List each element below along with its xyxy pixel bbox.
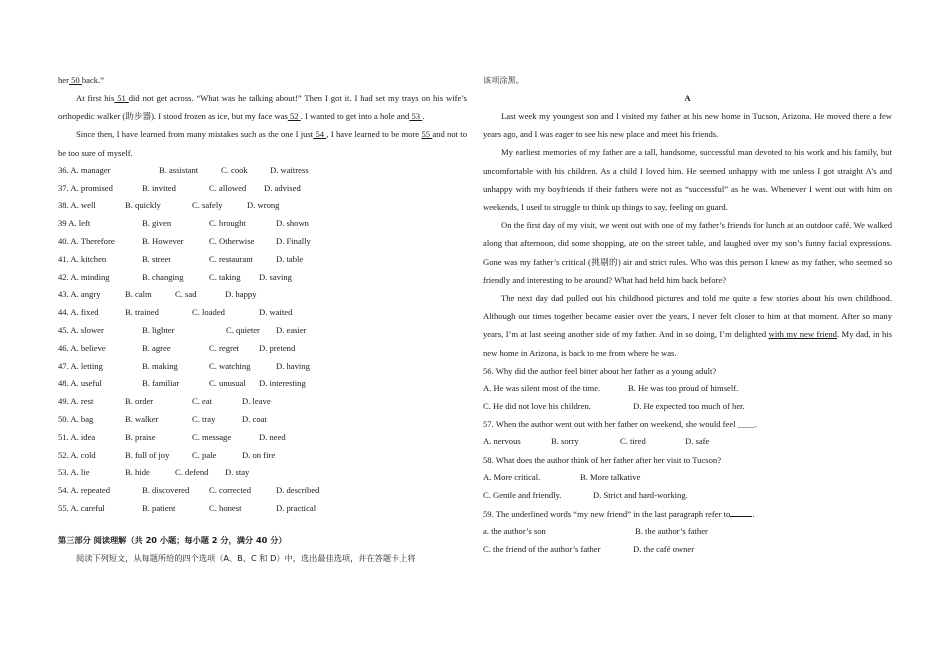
text: .: [422, 111, 425, 122]
option: D. waited: [259, 307, 293, 318]
option: C. restaurant: [209, 253, 253, 264]
option: 41. A. kitchen: [58, 253, 107, 264]
option: B. discovered: [142, 485, 190, 496]
text: At first his: [76, 93, 115, 103]
option: C. quieter: [226, 324, 260, 335]
option: C. safely: [192, 200, 223, 211]
q56-options-row-1: [483, 380, 892, 398]
option: C. honest: [209, 502, 242, 513]
option: B. trained: [125, 307, 159, 318]
option: D. safe: [685, 436, 710, 447]
option: C. message: [192, 431, 232, 442]
passage-paragraph-1: Last week my youngest son and I visited my father at his new home in Tucson, Arizona. He moved there a few years ago, and I was eager to see his new place and meet his friends.: [483, 111, 892, 140]
cloze-option-row: [58, 215, 467, 233]
option: 44. A. fixed: [58, 307, 99, 318]
option: B. street: [142, 253, 171, 264]
option: C. corrected: [209, 485, 251, 496]
q58-options-row-2: [483, 487, 892, 505]
option: C. eat: [192, 396, 213, 407]
text: hole and: [379, 111, 410, 122]
option: D. stay: [225, 467, 250, 478]
text: The next day dad pulled out his childhood pictures and told me quite a few stories about his own childhood. Although our times together became easier over the years, I never felt closer to him at that moment. After so many years, I’m at last seeing another side of my father. And in so doing, I’m delighted: [483, 293, 892, 340]
option: 40. A. Therefore: [58, 236, 115, 246]
cloze-paragraph-2: [58, 89, 467, 125]
passage-paragraph-3: On the first day of my visit, we went out with one of my father’s friends for lunch at an outdoor café. We walked along that afternoon, did some shopping, ate on the street table, and laughed over my son’s funny facial expressions. Gone was my father’s critical (挑剔的) air and strict rules. Who was this person I knew as my father, who seemed so friendly and interesting to be around? What had held him back before?: [483, 220, 892, 285]
answer-blank: [730, 507, 755, 519]
cloze-option-row: [58, 500, 467, 518]
option: B. full of joy: [125, 449, 170, 460]
option: C. taking: [209, 271, 241, 282]
cloze-options-list: [58, 162, 467, 518]
option: B. More talkative: [580, 472, 641, 483]
option: 38. A. well: [58, 200, 96, 211]
cloze-option-row: [58, 162, 467, 180]
text: , I have learned to be more: [326, 129, 420, 140]
option: B. patient: [142, 502, 176, 513]
option: A. nervous: [483, 436, 521, 447]
option: 43. A. angry: [58, 289, 101, 300]
cloze-option-row: [58, 322, 467, 340]
option: D. waitress: [270, 164, 309, 175]
option: C. cook: [221, 164, 248, 175]
option: 47. A. letting: [58, 360, 103, 371]
left-column: [58, 71, 467, 567]
option: 54. A. repeated: [58, 485, 111, 496]
text: . I wanted to get into a: [300, 111, 378, 122]
option: 50. A. bag: [58, 413, 94, 424]
option: D. leave: [242, 396, 271, 407]
option: D. shown: [276, 218, 309, 229]
option: B. However: [142, 236, 184, 246]
option: D. the café owner: [633, 543, 695, 554]
cloze-option-row: [58, 429, 467, 447]
option: B. familiar: [142, 378, 180, 389]
cloze-option-row: [58, 180, 467, 198]
option: B. praise: [125, 431, 156, 442]
option: B. hide: [125, 467, 150, 478]
option: D. He expected too much of her.: [633, 400, 745, 411]
text: . My dad, in his new home in Arizona, is back to me from where he was.: [483, 329, 892, 358]
text: her: [58, 75, 69, 85]
text: and not to be too sure of myself.: [58, 129, 467, 158]
option: C. Otherwise: [209, 236, 255, 246]
blank-50: 50: [68, 75, 82, 85]
option: 39 A. left: [58, 218, 91, 229]
cloze-option-row: [58, 464, 467, 482]
option: B. the author’s father: [635, 525, 708, 536]
cloze-option-row: [58, 393, 467, 411]
cloze-option-row: [58, 482, 467, 500]
option: B. order: [125, 396, 154, 407]
underlined-phrase: with my new friend: [768, 329, 837, 340]
option: C. He did not love his children.: [483, 400, 591, 411]
option: D. saving: [259, 271, 292, 282]
cloze-option-row: [58, 251, 467, 269]
text: .: [752, 508, 755, 519]
option: D. having: [276, 360, 310, 371]
option: D. need: [259, 431, 286, 442]
option: B. assistant: [159, 164, 199, 175]
question-59: [483, 505, 892, 523]
option: 52. A. cold: [58, 449, 96, 460]
option: D. practical: [276, 502, 317, 513]
option: 45. A. slower: [58, 324, 104, 335]
cloze-option-row: [58, 447, 467, 465]
passage-title: A: [684, 93, 691, 103]
option: 48. A. useful: [58, 378, 102, 389]
option: B. calm: [125, 289, 152, 300]
q57-options: [483, 433, 892, 451]
cloze-option-row: [58, 340, 467, 358]
option: D. pretend: [259, 342, 296, 353]
question-56: 56. Why did the author feel bitter about her father as a young adult?: [483, 365, 717, 376]
blank-52: 52: [287, 111, 301, 122]
option: B. agree: [142, 342, 171, 353]
text: Since then, I have learned from many mistakes such as the one I just: [76, 129, 314, 140]
blank-55: 55: [421, 129, 433, 140]
option: D. advised: [264, 182, 301, 193]
option: D. Strict and hard-working.: [593, 490, 688, 501]
blank-54: 54: [313, 129, 327, 140]
text: 59. The underlined words “my new friend” in the last paragraph refer to: [483, 508, 731, 519]
passage-paragraph-4: [483, 289, 892, 362]
cloze-option-row: [58, 358, 467, 376]
question-58: 58. What does the author think of her father after her visit to Tucson?: [483, 455, 722, 466]
text: his wife’s orthopedic walker (助步器). I stood frozen as ice, but my face was: [58, 93, 467, 122]
section-instruction: 阅读下列短文，从每题所给的四个选项（A、B、C 和 D）中，选出最佳选项，并在答题卡上将: [76, 552, 416, 563]
cloze-line-1: [58, 71, 467, 89]
option: C. allowed: [209, 182, 247, 193]
option: D. easier: [276, 324, 307, 335]
right-column: [483, 71, 892, 558]
option: C. loaded: [192, 307, 225, 318]
option: 42. A. minding: [58, 271, 110, 282]
q59-options-row-1: [483, 523, 892, 541]
option: D. Finally: [276, 236, 311, 246]
question-57: 57. When the author went out with her father on weekend, she would feel ____.: [483, 419, 758, 430]
cloze-option-row: [58, 233, 467, 251]
option: 53. A. lie: [58, 467, 90, 478]
blank-53: 53: [409, 111, 423, 122]
q56-options-row-2: [483, 398, 892, 416]
option: C. pale: [192, 449, 217, 460]
q58-options-row-1: [483, 469, 892, 487]
option: B. quickly: [125, 200, 161, 211]
option: B. lighter: [142, 324, 175, 335]
option: C. tray: [192, 413, 216, 424]
blank-51: 51: [114, 93, 129, 103]
option: 46. A. believe: [58, 342, 106, 353]
cloze-option-row: [58, 286, 467, 304]
option: B. changing: [142, 271, 184, 282]
option: D. table: [276, 253, 304, 264]
option: B. making: [142, 360, 178, 371]
option: B. invited: [142, 182, 176, 193]
option: 37. A. promised: [58, 182, 113, 193]
option: D. happy: [225, 289, 257, 300]
option: B. given: [142, 218, 172, 229]
section-title: 第三部分 阅读理解（共 20 小题；每小题 2 分，满分 40 分）: [58, 534, 287, 545]
option: D. interesting: [259, 378, 306, 389]
option: B. walker: [125, 413, 159, 424]
option: D. wrong: [247, 200, 280, 211]
option: A. He was silent most of the time.: [483, 382, 601, 393]
cloze-paragraph-3: [58, 125, 467, 161]
q59-options-row-2: [483, 541, 892, 559]
option: 51. A. idea: [58, 431, 96, 442]
cloze-option-row: [58, 304, 467, 322]
option: 36. A. manager: [58, 164, 111, 175]
cloze-option-row: [58, 197, 467, 215]
option: D. described: [276, 485, 320, 496]
text: did not get across. “What was he talking about!” Then I got it. I had set my trays on: [128, 93, 431, 103]
option: C. sad: [175, 289, 197, 300]
cloze-option-row: [58, 411, 467, 429]
option: C. brought: [209, 218, 246, 229]
option: B. He was too proud of himself.: [628, 382, 739, 393]
instruction-continued: 该项涂黑。: [483, 75, 524, 85]
option: C. the friend of the author’s father: [483, 543, 601, 554]
option: D. on fire: [242, 449, 276, 460]
option: C. defend: [175, 467, 209, 478]
option: 55. A. careful: [58, 502, 105, 513]
option: C. regret: [209, 342, 240, 353]
option: C. tired: [620, 436, 646, 447]
option: C. watching: [209, 360, 251, 371]
option: a. the author’s son: [483, 525, 546, 536]
option: B. sorry: [551, 436, 579, 447]
cloze-option-row: [58, 269, 467, 287]
option: A. More critical.: [483, 472, 541, 483]
option: 49. A. rest: [58, 396, 94, 407]
option: C. Gentle and friendly.: [483, 490, 562, 501]
option: D. coat: [242, 413, 267, 424]
passage-paragraph-2: My earliest memories of my father are a tall, handsome, successful man devoted to his work and his family, but uncomfortable with his children. As a child I loved him. He seemed unhappy with me unless I got straight A’s and unhappy with my boyfriends if their fathers were not as “successful” as he was. Whenever I went out with him on weekends, I used to struggle to think up things to say, feeling on guard.: [483, 147, 892, 213]
option: C. unusual: [209, 378, 246, 389]
cloze-option-row: [58, 375, 467, 393]
text: back.”: [81, 75, 105, 85]
